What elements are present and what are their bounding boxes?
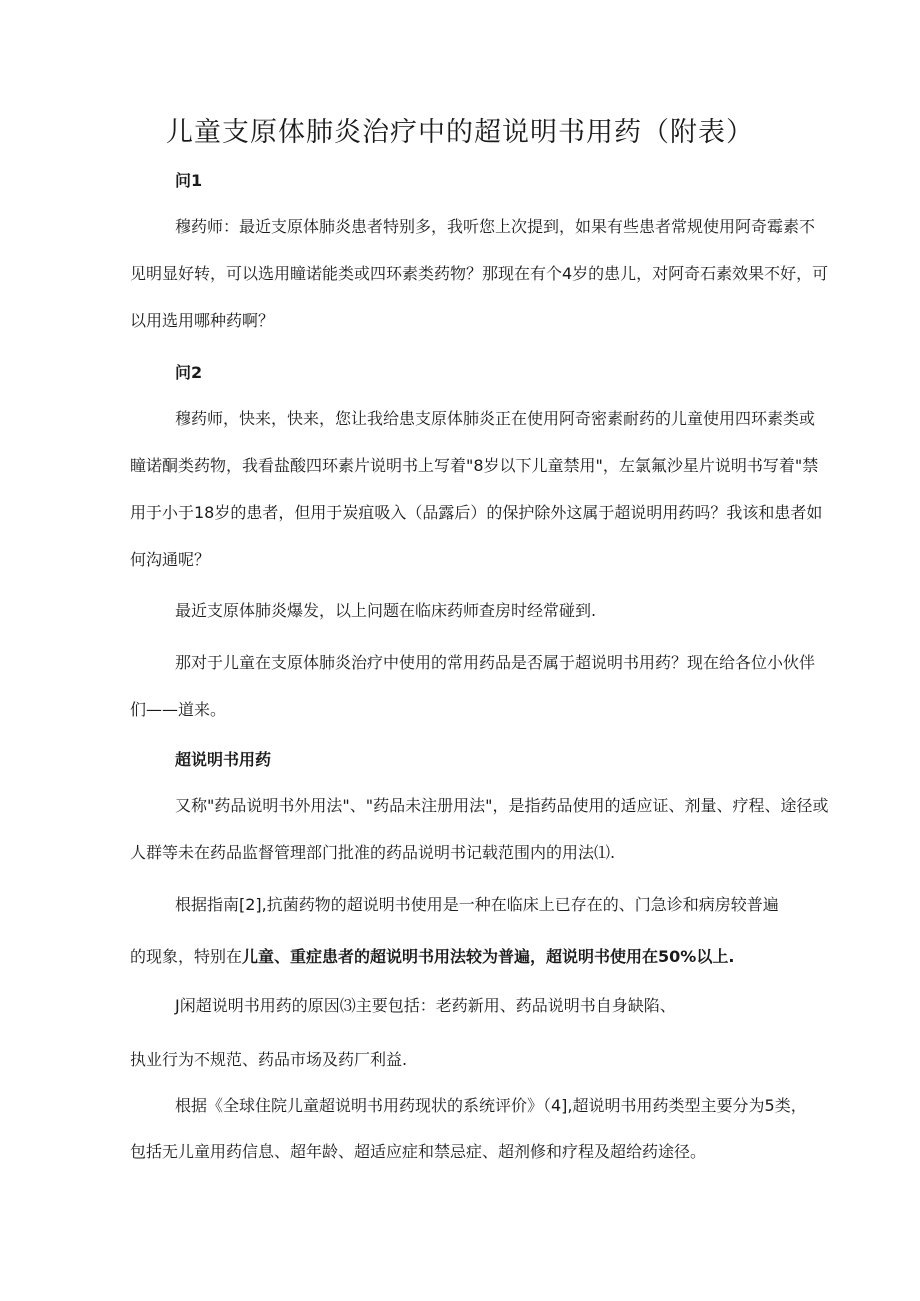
review-line-1: 根据《全球住院儿童超说明书用药现状的系统评价》（4],超说明书用药类型主要分为5类，	[175, 1096, 807, 1115]
guideline-line-2-emphasis: 儿童、重症患者的超说明书用法较为普遍，超说明书使用在50%以上.	[242, 947, 735, 966]
reasons-line-2: 执业行为不规范、药品市场及药厂利益.	[130, 1050, 408, 1069]
question-1-text: 穆药师：最近支原体肺炎患者特别多，我听您上次提到，如果有些患者常规使用阿奇霉素不见明显好转，可以选用瞳诺能类或四环素类药物？那现在有个4岁的患儿，对阿奇石素效果不好，可以用选用哪种药啊？	[130, 217, 829, 330]
guideline-line-2	[130, 944, 734, 967]
question-2-text: 穆药师，快来，快来，您让我给患支原体肺炎正在使用阿奇密素耐药的儿童使用四环素类或瞳诺酮类药物，我看盐酸四环素片说明书上写着"8岁以下儿童禁用"，左氯氟沙星片说明书写着"禁用于小于18岁的患者，但用于炭疽吸入（品露后）的保护除外这属于超说明用药吗？我该和患者如何沟通呢？	[130, 409, 823, 569]
intro-paragraph: 那对于儿童在支原体肺炎治疗中使用的常用药品是否属于超说明书用药？现在给各位小伙伴们——道来。	[130, 653, 816, 719]
reasons-line-1: J闲超说明书用药的原因⑶主要包括：老药新用、药品说明书自身缺陷、	[175, 996, 676, 1015]
review-line-2: 包括无儿童用药信息、超年龄、超适应症和禁忌症、超剂修和疗程及超给药途径。	[130, 1142, 707, 1161]
recent-outbreak-paragraph: 最近支原体肺炎爆发，以上问题在临床药师查房时经常碰到.	[175, 601, 597, 620]
guideline-line-2-prefix: 的现象，特别在	[130, 947, 243, 966]
question-1-heading: 问1	[175, 171, 203, 190]
guideline-line-1: 根据指南[2],抗菌药物的超说明书使用是一种在临床上已存在的、门急诊和病房较普遍	[175, 895, 779, 914]
definition-paragraph: 又称"药品说明书外用法"、"药品未注册用法"，是指药品使用的适应证、剂量、疗程、途径或人群等未在药品监督管理部门批准的药品说明书记载范围内的用法⑴.	[130, 796, 829, 862]
question-2-heading: 问2	[175, 363, 203, 382]
off-label-section-heading: 超说明书用药	[175, 750, 272, 769]
document-title: 儿童支原体肺炎治疗中的超说明书用药（附表）	[166, 117, 754, 148]
